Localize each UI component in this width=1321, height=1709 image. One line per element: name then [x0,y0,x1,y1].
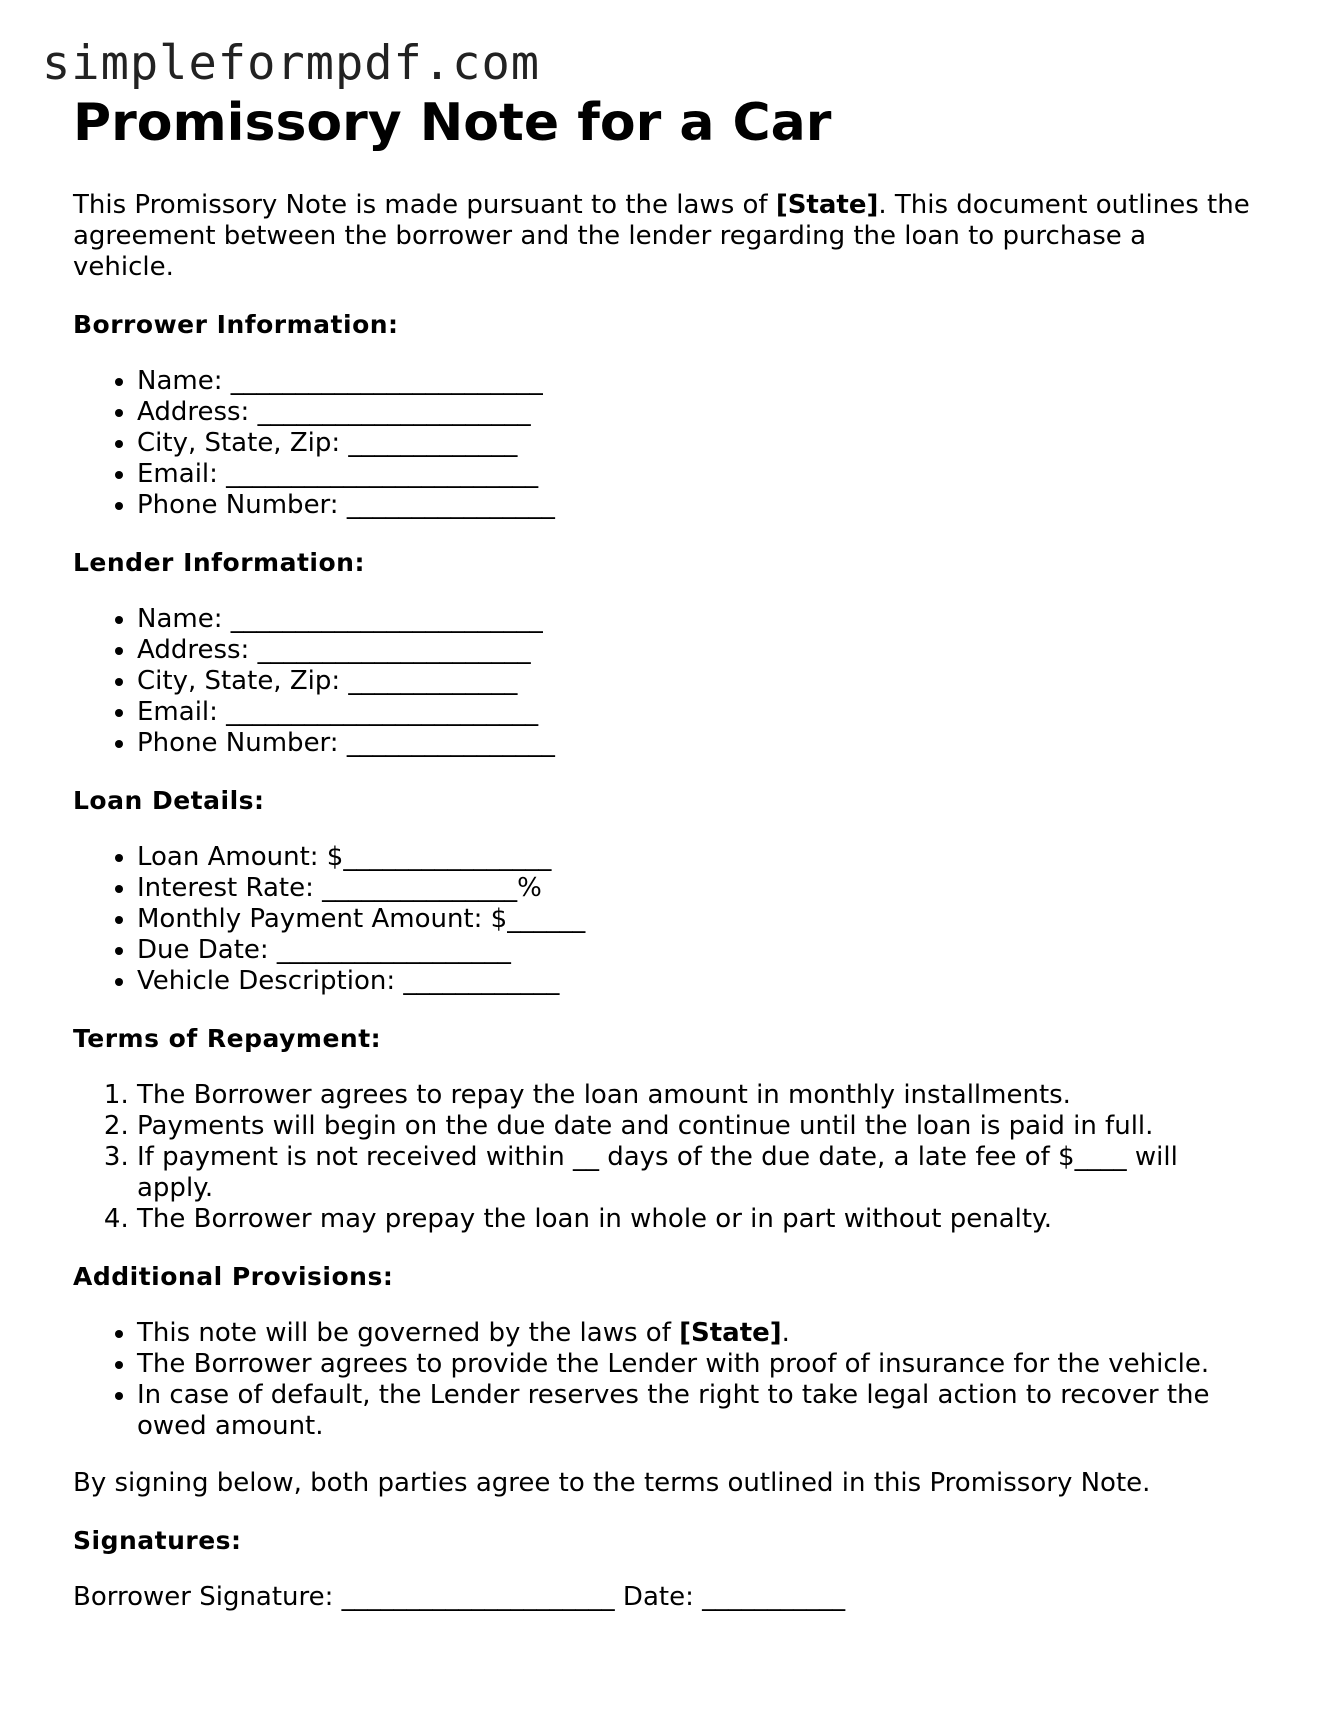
provision-item: • In case of default, the Lender reserves the right to take legal action to recover the owed amount. [137,1380,1253,1442]
intro-text-after: . This document outlines the agreement between the borrower and the lender regarding the loan to purchase a vehicle. [73,190,1250,283]
loan-amount-field[interactable]: • Loan Amount: $________________ [137,842,1253,873]
vehicle-description-field[interactable]: • Vehicle Description: ____________ [137,966,1253,997]
term-item: 2. Payments will begin on the due date and continue until the loan is paid in full. [137,1111,1253,1142]
document [73,92,1253,1613]
intro-text-before: This Promissory Note is made pursuant to the laws of [73,190,776,221]
term-item-late-fee[interactable]: 3. If payment is not received within __ days of the due date, a late fee of $____ will apply. [137,1142,1253,1204]
terms-list [73,1080,1253,1235]
page-title: Promissory Note for a Car [73,93,832,153]
term-item: 4. The Borrower may prepay the loan in whole or in part without penalty. [137,1204,1253,1235]
lender-list [73,604,1253,759]
provision-text-before: This note will be governed by the laws of [137,1318,680,1349]
due-date-field[interactable]: • Due Date: __________________ [137,935,1253,966]
lender-address-field[interactable]: • Address: _____________________ [137,635,1253,666]
loan-list [73,842,1253,997]
lender-phone-field[interactable]: • Phone Number: ________________ [137,728,1253,759]
provision-state-placeholder: [State] [679,1318,782,1349]
borrower-address-field[interactable]: • Address: _____________________ [137,397,1253,428]
signatures-heading: Signatures: [73,1526,242,1556]
borrower-signature-line[interactable]: Borrower Signature: _____________________ Date: ___________ [73,1582,846,1613]
lender-city-state-zip-field[interactable]: • City, State, Zip: _____________ [137,666,1253,697]
loan-heading: Loan Details: [73,786,265,816]
monthly-payment-field[interactable]: • Monthly Payment Amount: $______ [137,904,1253,935]
provision-item [137,1318,1253,1349]
provision-text-after: . [781,1318,790,1349]
lender-email-field[interactable]: • Email: ________________________ [137,697,1253,728]
provisions-heading: Additional Provisions: [73,1262,394,1292]
borrower-phone-field[interactable]: • Phone Number: ________________ [137,490,1253,521]
borrower-email-field[interactable]: • Email: ________________________ [137,459,1253,490]
provisions-list [73,1318,1253,1442]
intro-state-placeholder: [State] [775,190,879,221]
borrower-name-field[interactable]: • Name: ________________________ [137,366,1253,397]
lender-name-field[interactable]: • Name: ________________________ [137,604,1253,635]
borrower-list [73,366,1253,521]
terms-heading: Terms of Repayment: [73,1024,382,1054]
borrower-city-state-zip-field[interactable]: • City, State, Zip: _____________ [137,428,1253,459]
term-item: 1. The Borrower agrees to repay the loan amount in monthly installments. [137,1080,1253,1111]
interest-rate-field[interactable]: • Interest Rate: _______________% [137,873,1253,904]
borrower-heading: Borrower Information: [73,310,399,340]
lender-heading: Lender Information: [73,548,365,578]
provision-item: • The Borrower agrees to provide the Lender with proof of insurance for the vehicle. [137,1349,1253,1380]
watermark: simpleformpdf.com [42,36,541,91]
closing-statement: By signing below, both parties agree to the terms outlined in this Promissory Note. [73,1468,1151,1499]
intro-paragraph [73,190,1253,283]
